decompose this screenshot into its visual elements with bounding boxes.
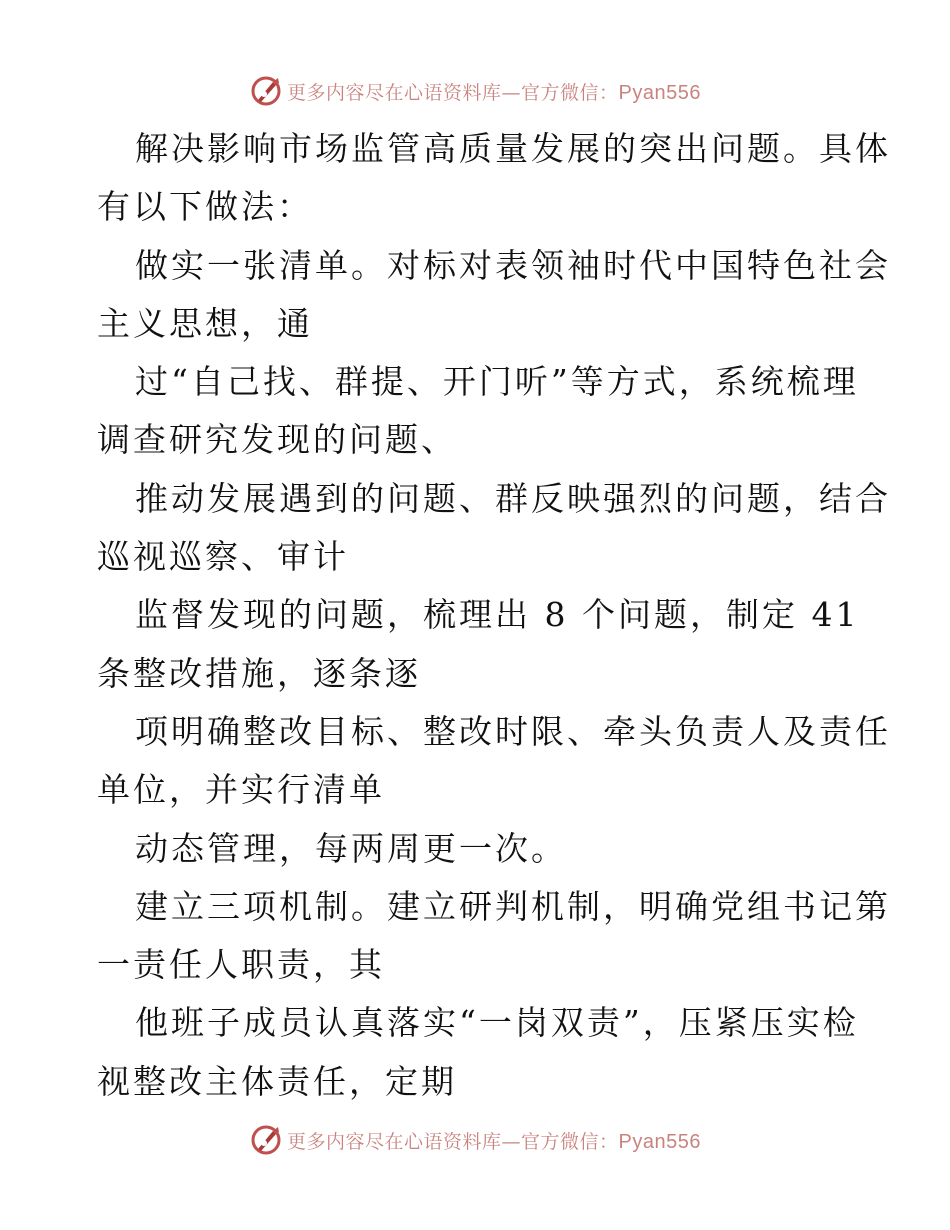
body-line: 监督发现的问题，梳理出 8 个问题，制定 41 xyxy=(135,595,860,635)
body-line: 有以下做法： xyxy=(97,187,313,227)
body-line: 主义思想，通 xyxy=(97,303,313,343)
body-line: 过“自己找、群提、开门听”等方式，系统梳理 xyxy=(135,362,859,402)
footer-watermark xyxy=(0,1120,950,1160)
body-line: 巡视巡察、审计 xyxy=(97,537,349,577)
document-body xyxy=(97,120,891,1111)
body-line: 条整改措施，逐条逐 xyxy=(97,653,421,693)
watermark-text: 更多内容尽在心语资料库—官方微信：Pyan556 xyxy=(287,81,701,104)
watermark-text: 更多内容尽在心语资料库—官方微信：Pyan556 xyxy=(287,1130,701,1153)
body-line: 一责任人职责，其 xyxy=(97,945,385,985)
body-line: 项明确整改目标、整改时限、牵头负责人及责任 xyxy=(135,711,891,751)
body-line: 动态管理，每两周更一次。 xyxy=(135,828,567,868)
body-line: 调查研究发现的问题、 xyxy=(97,420,457,460)
body-line: 视整改主体责任，定期 xyxy=(97,1061,457,1101)
body-line: 单位，并实行清单 xyxy=(97,770,385,810)
body-line: 解决影响市场监管高质量发展的突出问题。具体 xyxy=(135,129,891,168)
quill-pen-logo-icon xyxy=(249,74,283,108)
quill-pen-logo-icon xyxy=(249,1123,283,1157)
header-watermark xyxy=(0,71,950,111)
body-line: 建立三项机制。建立研判机制，明确党组书记第 xyxy=(135,886,891,926)
body-line: 他班子成员认真落实“一岗双责”，压紧压实检 xyxy=(135,1003,859,1043)
body-line: 做实一张清单。对标对表领袖时代中国特色社会 xyxy=(135,245,891,285)
body-line: 推动发展遇到的问题、群反映强烈的问题，结合 xyxy=(135,478,891,518)
